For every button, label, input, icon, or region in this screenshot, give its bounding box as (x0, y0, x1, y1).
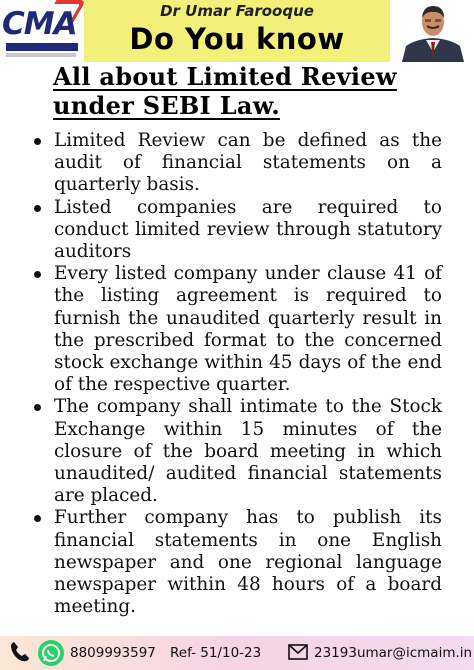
list-item: Further company has to publish its financial statements in one English newspaper and one regional language newspaper within 48 hours of a board meeting. (30, 507, 442, 618)
list-item: Limited Review can be defined as the audit of financial statements on a quarterly basis. (30, 130, 442, 197)
list-item: The company shall intimate to the Stock Exchange within 15 minutes of the closure of the board meeting in which unaudited/ audited financial statements are placed. (30, 396, 442, 507)
logo-stripe (6, 43, 78, 51)
footer (0, 636, 474, 670)
title-line-2: under SEBI Law. (53, 91, 280, 120)
phone-icon (8, 640, 32, 664)
header-banner (84, 0, 390, 62)
cma-logo (0, 0, 80, 62)
reference-number: Ref- 51/10-23 (170, 645, 262, 661)
author-photo (396, 2, 470, 62)
list-item: Listed companies are required to conduct limited review through statutory auditors (30, 197, 442, 264)
email-address[interactable]: 23193umar@icmaim.in (314, 645, 473, 661)
page-title (53, 62, 453, 120)
phone-number[interactable]: 8809993597 (70, 645, 156, 661)
logo-text: CMA (2, 6, 77, 42)
header (0, 0, 474, 62)
headline: Do You know (129, 22, 345, 56)
mail-icon (288, 644, 308, 660)
whatsapp-icon (38, 640, 64, 666)
bullet-list (30, 130, 442, 618)
title-line-1: All about Limited Review (53, 62, 397, 91)
author-name: Dr Umar Farooque (160, 2, 314, 20)
portrait-icon (396, 2, 470, 62)
list-item: Every listed company under clause 41 of the listing agreement is required to furnish the unaudited quarterly result in the prescribed format to the concerned stock exchange within 45 days of the end of the respective quarter. (30, 263, 442, 396)
logo-subline (6, 53, 76, 57)
